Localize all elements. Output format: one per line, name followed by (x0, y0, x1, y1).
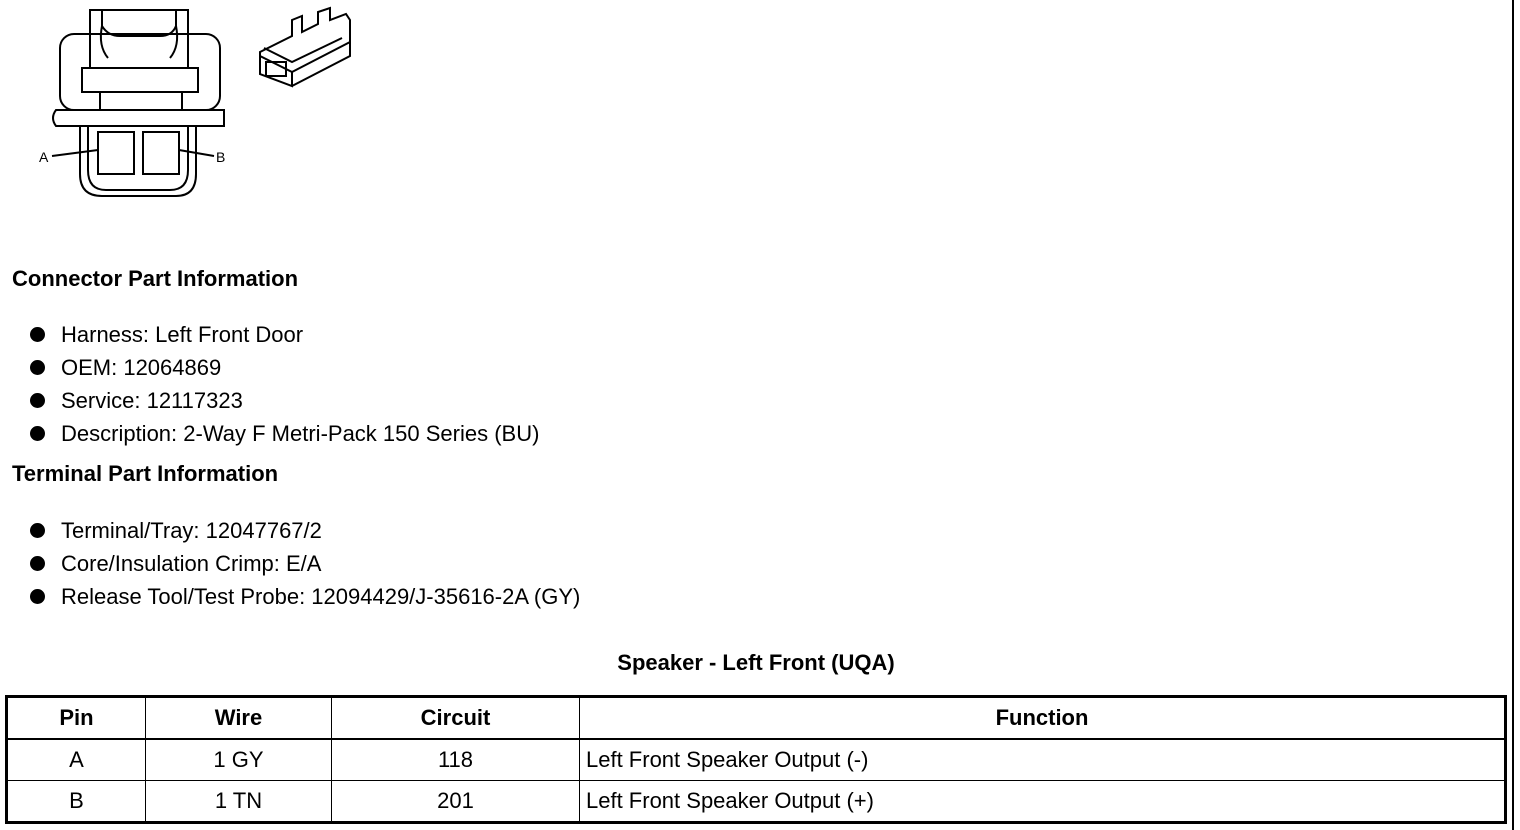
list-item (28, 318, 539, 351)
pin-table (5, 695, 1507, 824)
list-item-text: OEM: 12064869 (61, 355, 222, 380)
list-item-text: Description: 2-Way F Metri-Pack 150 Series (BU) (61, 421, 540, 446)
list-item-text: Core/Insulation Crimp: E/A (61, 551, 322, 576)
list-item (28, 417, 539, 450)
bullet-icon (30, 426, 45, 441)
connector-face-view (52, 10, 224, 196)
list-item (28, 547, 580, 580)
list-item-text: Service: 12117323 (61, 388, 243, 413)
connector-isometric-view (260, 8, 350, 86)
terminal-part-info-heading: Terminal Part Information (12, 461, 279, 486)
list-item (28, 351, 539, 384)
column-header-pin: Pin (7, 697, 146, 740)
circuit-cell: 118 (332, 739, 580, 781)
bullet-icon (30, 393, 45, 408)
pin-cell: A (7, 739, 146, 781)
list-item-text: Terminal/Tray: 12047767/2 (61, 518, 322, 543)
table-row (7, 739, 1506, 781)
callout-label-a: A (39, 149, 49, 165)
terminal-part-info-list (28, 514, 580, 613)
right-border-line (1512, 0, 1514, 830)
list-item (28, 384, 539, 417)
pin-table-title: Speaker - Left Front (UQA) (617, 650, 895, 675)
bullet-icon (30, 556, 45, 571)
wire-cell: 1 GY (146, 739, 332, 781)
connector-drawing (30, 6, 370, 206)
wire-cell: 1 TN (146, 781, 332, 823)
list-item-text: Release Tool/Test Probe: 12094429/J-35616-2A (GY) (61, 584, 581, 609)
callout-label-b: B (216, 149, 226, 165)
bullet-icon (30, 589, 45, 604)
circuit-cell: 201 (332, 781, 580, 823)
bullet-icon (30, 360, 45, 375)
column-header-circuit: Circuit (332, 697, 580, 740)
connector-part-info-heading: Connector Part Information (12, 266, 299, 291)
list-item (28, 514, 580, 547)
column-header-function: Function (580, 697, 1506, 740)
list-item-text: Harness: Left Front Door (61, 322, 304, 347)
table-row (7, 781, 1506, 823)
list-item (28, 580, 580, 613)
table-header-row (7, 697, 1506, 740)
column-header-wire: Wire (146, 697, 332, 740)
bullet-icon (30, 523, 45, 538)
bullet-icon (30, 327, 45, 342)
connector-part-info-list (28, 318, 539, 450)
function-cell: Left Front Speaker Output (-) (580, 739, 1506, 781)
pin-cell: B (7, 781, 146, 823)
function-cell: Left Front Speaker Output (+) (580, 781, 1506, 823)
